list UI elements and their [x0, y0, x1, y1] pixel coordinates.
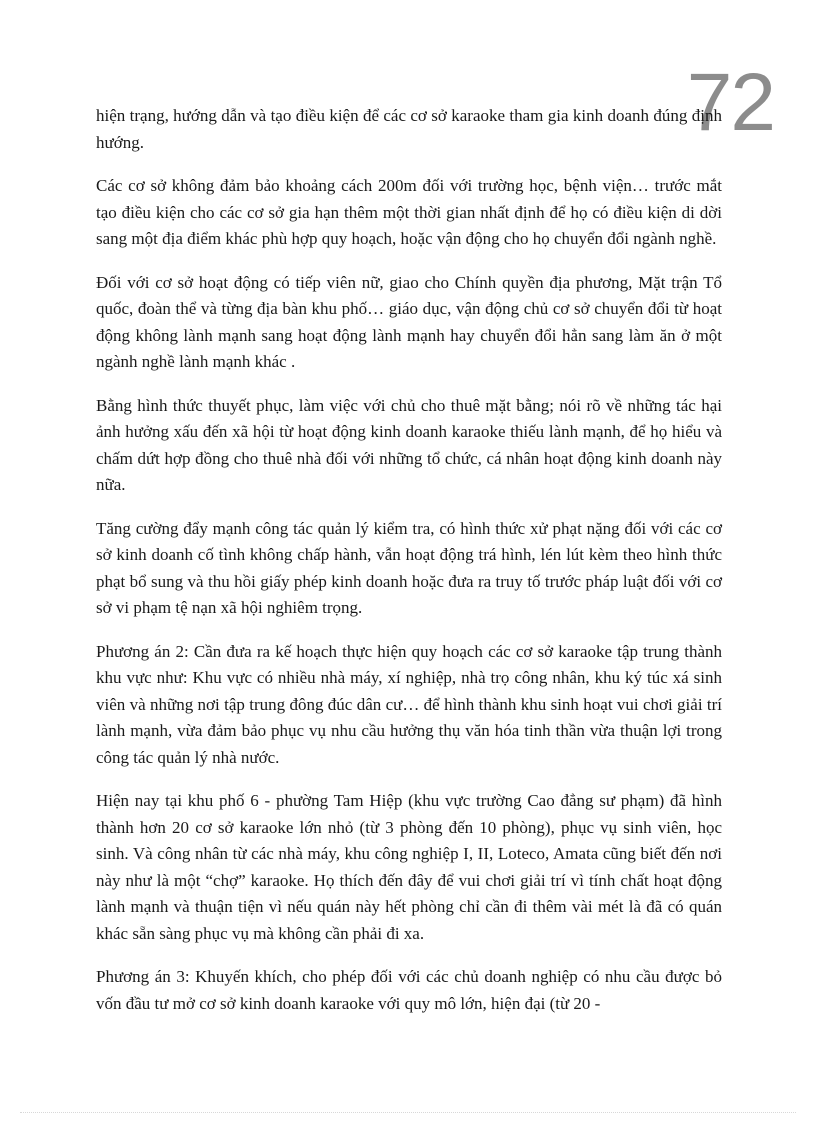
- paragraph-7: Hiện nay tại khu phố 6 - phường Tam Hiệp (khu vực trường Cao đẳng sư phạm) đã hình thành hơn 20 cơ sở karaoke lớn nhỏ (từ 3 phòng đến 10 phòng), phục vụ sinh viên, học sinh. Và công nhân từ các nhà máy, khu công nghiệp I, II, Loteco, Amata cũng biết đến nơi này như là một “chợ” karaoke. Họ thích đến đây để vui chơi giải trí vì tính chất hoạt động lành mạnh và thuận tiện vì nếu quán này hết phòng chỉ cần đi thêm vài mét là đã có quán khác sẵn sàng phục vụ mà không cần phải đi xa.: [96, 791, 722, 943]
- paragraph-8: Phương án 3: Khuyến khích, cho phép đối với các chủ doanh nghiệp có nhu cầu được bỏ vốn đầu tư mở cơ sở kinh doanh karaoke với quy mô lớn, hiện đại (từ 20 -: [96, 967, 722, 1013]
- page-bottom-divider: [20, 1112, 796, 1113]
- paragraph-2: Các cơ sở không đảm bảo khoảng cách 200m đối với trường học, bệnh viện… trước mắt tạo điều kiện cho các cơ sở gia hạn thêm một thời gian nhất định để họ có điều kiện di dời sang một địa điểm khác phù hợp quy hoạch, hoặc vận động cho họ chuyển đổi ngành nghề.: [96, 176, 722, 248]
- paragraph-3: Đối với cơ sở hoạt động có tiếp viên nữ, giao cho Chính quyền địa phương, Mặt trận Tổ quốc, đoàn thể và từng địa bàn khu phố… giáo dục, vận động chủ cơ sở chuyển đổi từ hoạt động không lành mạnh sang hoạt động lành mạnh hay chuyển đổi hẳn sang làm ăn ở một ngành nghề lành mạnh khác .: [96, 272, 722, 371]
- paragraph-6: Phương án 2: Cần đưa ra kế hoạch thực hiện quy hoạch các cơ sở karaoke tập trung thành khu vực như: Khu vực có nhiều nhà máy, xí nghiệp, nhà trọ công nhân, khu ký túc xá sinh viên và những nơi tập trung đông đúc dân cư… để hình thành khu sinh hoạt vui chơi giải trí lành mạnh, vừa đảm bảo phục vụ nhu cầu hưởng thụ văn hóa tinh thần vừa thuận lợi trong công tác quản lý nhà nước.: [96, 641, 722, 767]
- body-text: [96, 103, 722, 1034]
- paragraph-5: Tăng cường đẩy mạnh công tác quản lý kiểm tra, có hình thức xử phạt nặng đối với các cơ sở kinh doanh cố tình không chấp hành, vẫn hoạt động trá hình, lén lút kèm theo hình thức phạt bổ sung và thu hồi giấy phép kinh doanh hoặc đưa ra truy tố trước pháp luật đối với cơ sở vi phạm tệ nạn xã hội nghiêm trọng.: [96, 518, 722, 617]
- page-number: 72: [686, 57, 774, 148]
- paragraph-4: Bằng hình thức thuyết phục, làm việc với chủ cho thuê mặt bằng; nói rõ về những tác hại ảnh hưởng xấu đến xã hội từ hoạt động kinh doanh karaoke thiếu lành mạnh, để họ hiểu và chấm dứt hợp đồng cho thuê nhà đối với những tổ chức, cá nhân hoạt động kinh doanh này nữa.: [96, 395, 722, 494]
- paragraph-1: hiện trạng, hướng dẫn và tạo điều kiện để các cơ sở karaoke tham gia kinh doanh đúng định hướng.: [96, 106, 722, 152]
